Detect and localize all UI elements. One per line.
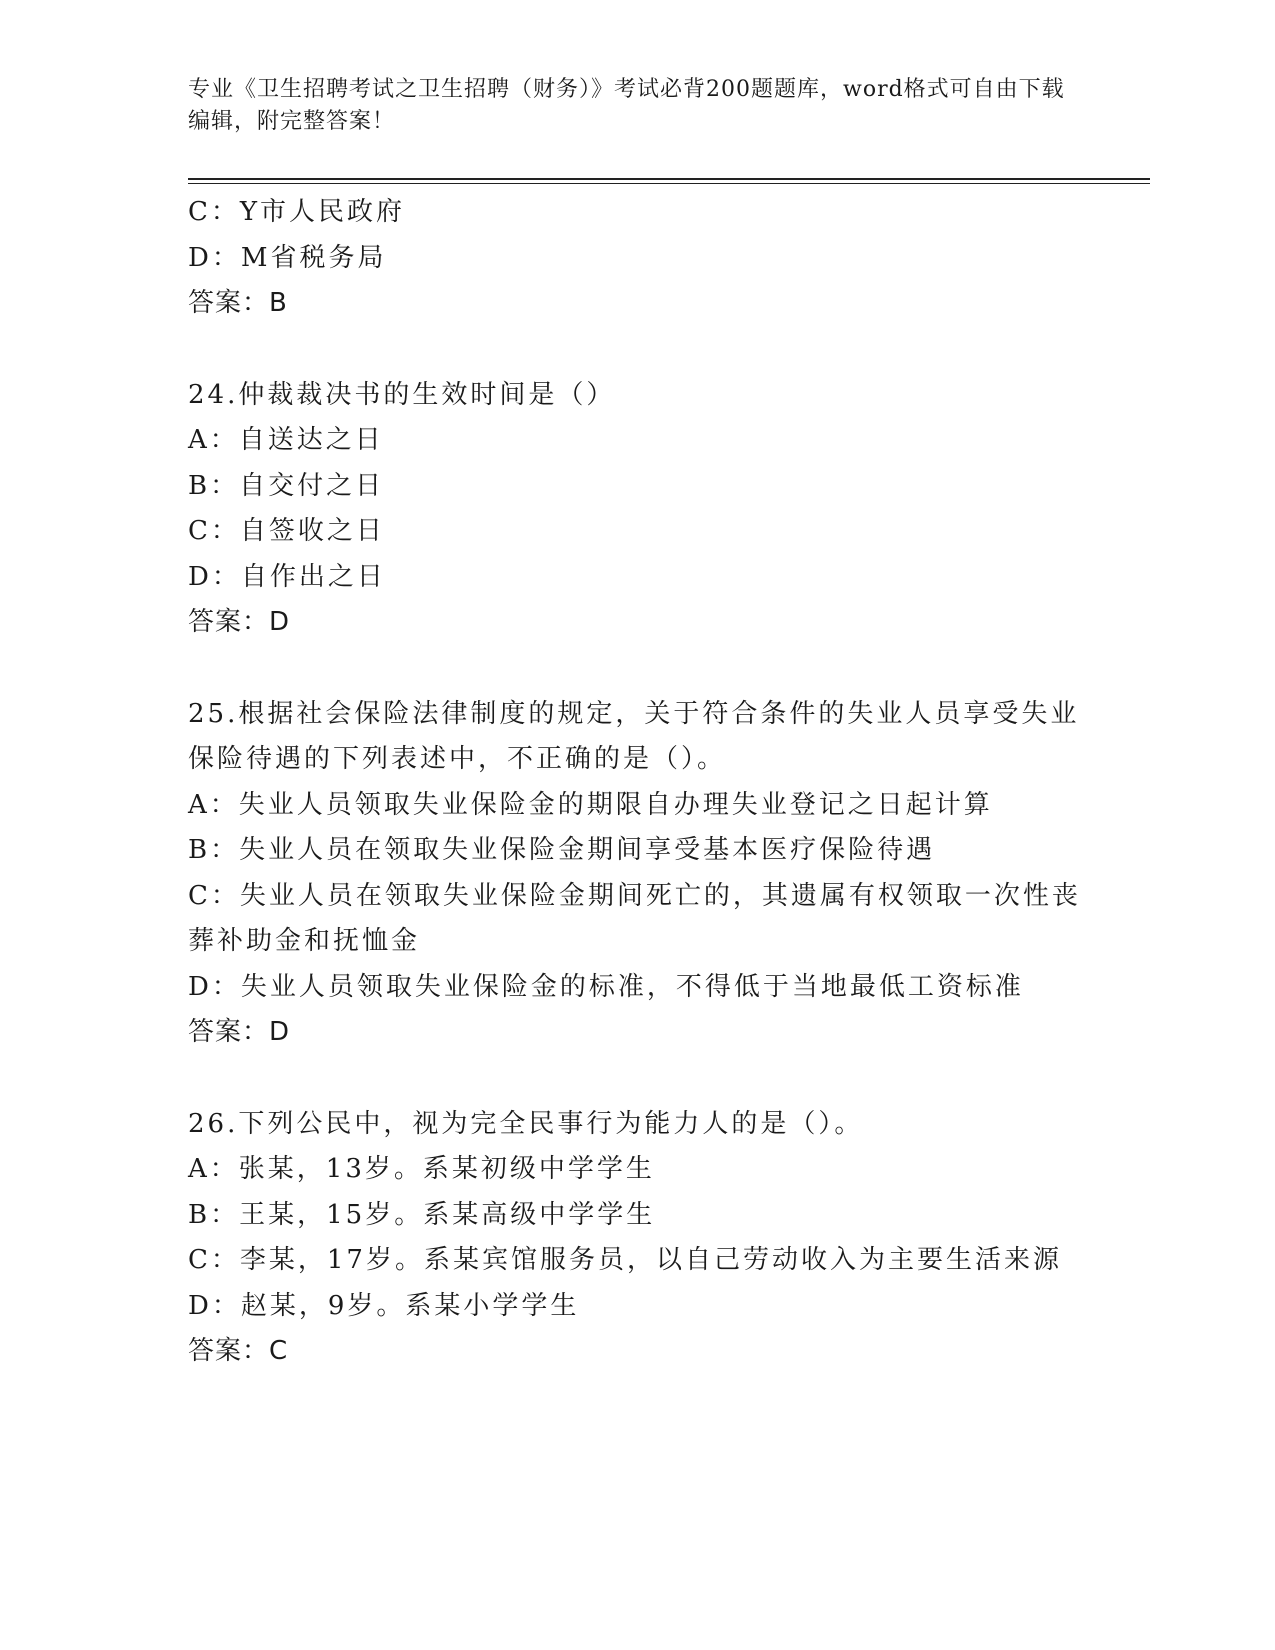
question-25 [188, 692, 1088, 1056]
option-b: B：失业人员在领取失业保险金期间享受基本医疗保险待遇 [188, 835, 936, 865]
option-d: D：失业人员领取失业保险金的标准，不得低于当地最低工资标准 [188, 971, 1024, 1002]
option-a: A：张某，13岁。系某初级中学学生 [188, 1154, 655, 1184]
answer-line: 答案：D [188, 1017, 291, 1047]
page-header-title: 专业《卫生招聘考试之卫生招聘（财务）》考试必背200题题库，word格式可自由下载编辑，附完整答案！ [188, 77, 1065, 134]
answer-line: 答案：C [188, 1336, 289, 1366]
option-c: C：Y市人民政府 [188, 197, 406, 227]
answer-line: 答案：B [188, 288, 288, 318]
option-b: B：自交付之日 [188, 470, 385, 501]
option-d: D：M省税务局 [188, 242, 387, 273]
option-a: A：失业人员领取失业保险金的期限自办理失业登记之日起计算 [188, 789, 993, 820]
header-divider [188, 178, 1150, 184]
option-d: D：赵某，9岁。系某小学学生 [188, 1290, 580, 1321]
question-stem: 24.仲裁裁决书的生效时间是（） [188, 379, 616, 410]
question-stem: 26.下列公民中，视为完全民事行为能力人的是（）。 [188, 1108, 864, 1139]
question-26 [188, 1102, 1088, 1375]
question-stem: 25.根据社会保险法律制度的规定，关于符合条件的失业人员享受失业保险待遇的下列表述中，不正确的是（）。 [188, 698, 1080, 774]
option-b: B：王某，15岁。系某高级中学学生 [188, 1199, 656, 1230]
option-c: C：失业人员在领取失业保险金期间死亡的，其遗属有权领取一次性丧葬补助金和抚恤金 [188, 880, 1081, 956]
option-d: D：自作出之日 [188, 561, 386, 592]
option-a: A：自送达之日 [188, 425, 384, 455]
answer-line: 答案：D [188, 607, 291, 637]
option-c: C：自签收之日 [188, 516, 385, 546]
question-content [188, 190, 1088, 1375]
question-23-continued [188, 190, 1088, 327]
option-c: C：李某，17岁。系某宾馆服务员，以自己劳动收入为主要生活来源 [188, 1245, 1062, 1275]
question-24 [188, 373, 1088, 646]
